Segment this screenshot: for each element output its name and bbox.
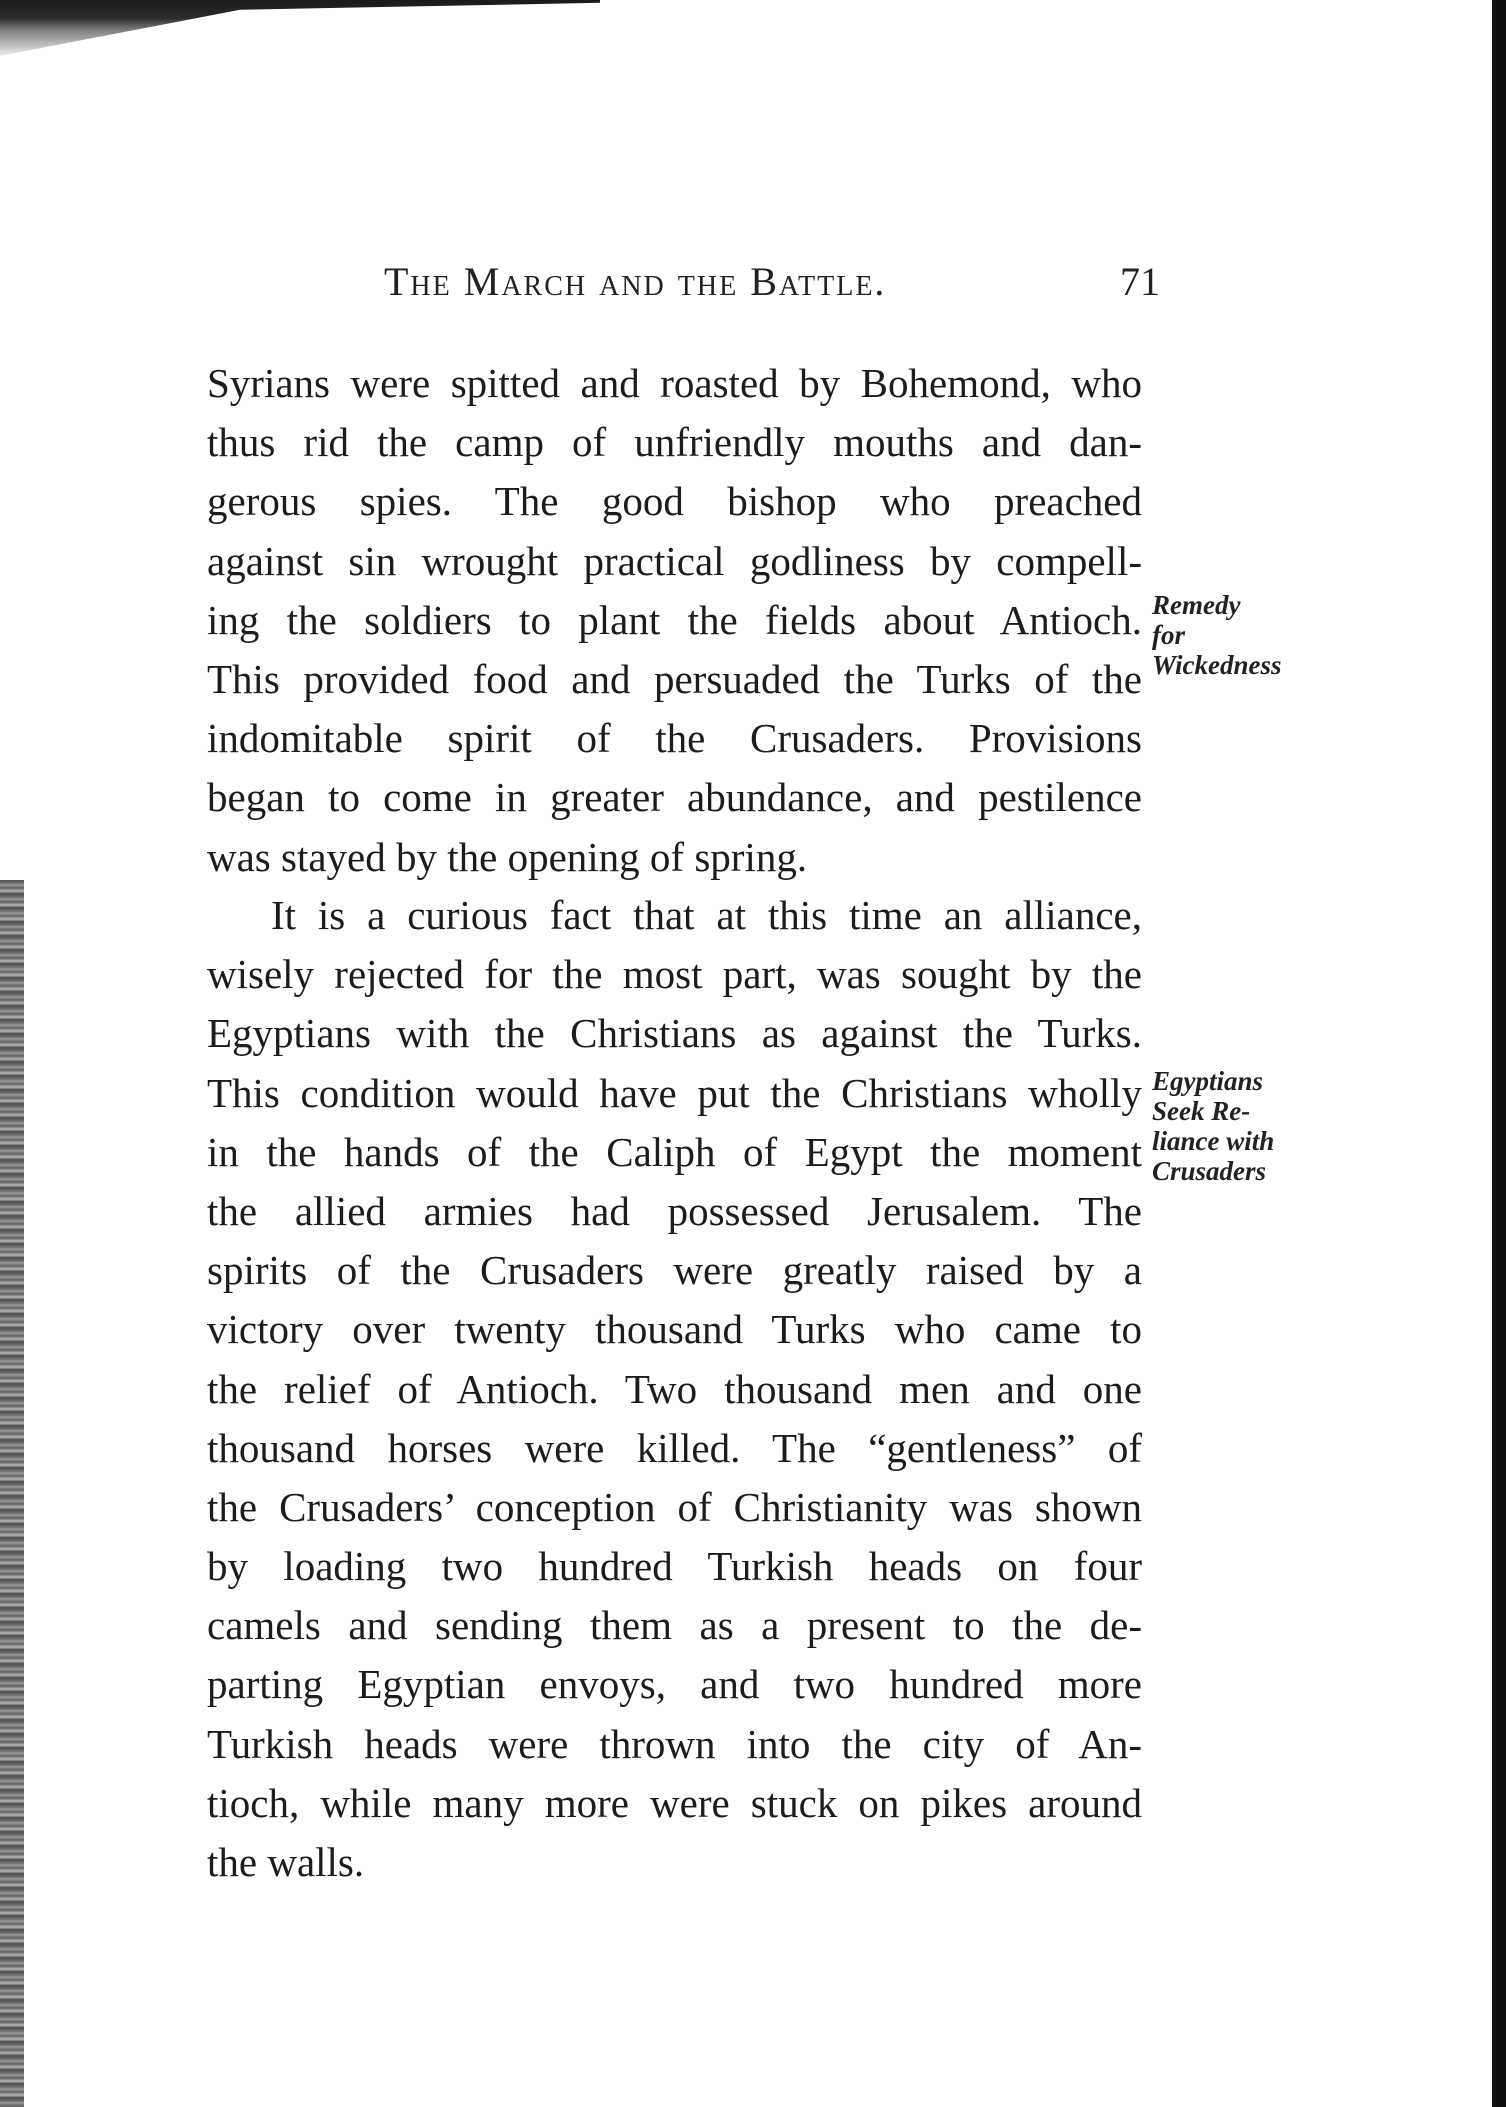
scan-smudge (0, 0, 600, 70)
text-line: gerous spies. The good bishop who preached (207, 478, 1142, 525)
text-line: the relief of Antioch. Two thousand men and one (207, 1365, 1142, 1412)
text-line: Syrians were spitted and roasted by Bohemond, who (207, 360, 1142, 406)
paragraph-1 (207, 354, 1142, 887)
text-line: Egyptians with the Christians as against the Turks. (207, 1010, 1142, 1057)
margin-note-line: Crusaders (1152, 1156, 1267, 1186)
text-line: This condition would have put the Christians wholly (207, 1069, 1142, 1116)
margin-note-line: Wickedness (1152, 650, 1282, 680)
margin-note-line: liance with (1152, 1126, 1275, 1156)
margin-note-remedy (1152, 590, 1342, 680)
page-number: 71 (1120, 259, 1160, 304)
text-line: indomitable spirit of the Crusaders. Provisions (207, 715, 1142, 762)
text-line: wisely rejected for the most part, was sought by the (207, 951, 1142, 998)
running-header (384, 258, 1160, 308)
text-line: spirits of the Crusaders were greatly raised by a (207, 1247, 1142, 1294)
text-line: the walls. (207, 1839, 365, 1885)
scan-edge-left (0, 880, 24, 2107)
text-line: This provided food and persuaded the Turks of the (207, 655, 1142, 702)
text-line: victory over twenty thousand Turks who came to (207, 1306, 1142, 1353)
text-line: Turkish heads were thrown into the city of An- (207, 1720, 1142, 1767)
text-line: by loading two hundred Turkish heads on four (207, 1543, 1142, 1590)
text-line: thus rid the camp of unfriendly mouths and dan- (207, 419, 1142, 466)
text-line: It is a curious fact that at this time an alliance, (271, 892, 1142, 938)
running-title: The March and the Battle. (384, 259, 887, 304)
text-line: camels and sending them as a present to the de- (207, 1602, 1142, 1649)
text-line: tioch, while many more were stuck on pikes around (207, 1779, 1142, 1826)
text-line: thousand horses were killed. The “gentleness” of (207, 1424, 1142, 1471)
text-line: began to come in greater abundance, and pestilence (207, 774, 1142, 821)
text-line: the Crusaders’ conception of Christianity was shown (207, 1483, 1142, 1530)
margin-note-egyptians (1152, 1066, 1342, 1186)
text-line: the allied armies had possessed Jerusalem. The (207, 1187, 1142, 1234)
scan-edge-right (1492, 0, 1506, 2107)
margin-note-line: for (1152, 620, 1185, 650)
margin-note-line: Seek Re- (1152, 1096, 1251, 1126)
paragraph-2 (207, 886, 1142, 1892)
margin-note-line: Egyptians (1152, 1066, 1264, 1096)
text-line: parting Egyptian envoys, and two hundred more (207, 1661, 1142, 1708)
text-line: against sin wrought practical godliness by compell- (207, 537, 1142, 584)
text-line: ing the soldiers to plant the fields about Antioch. (207, 596, 1142, 643)
text-line: in the hands of the Caliph of Egypt the moment (207, 1128, 1142, 1175)
text-line: was stayed by the opening of spring. (207, 833, 808, 880)
margin-note-line: Remedy (1152, 590, 1241, 620)
